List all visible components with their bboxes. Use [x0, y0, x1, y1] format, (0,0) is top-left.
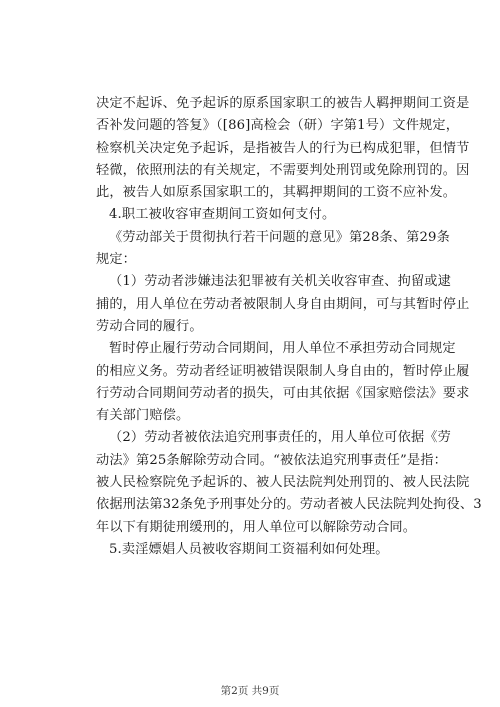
text-line: 此，被告人如原系国家职工的，其羁押期间的工资不应补发。 [96, 185, 457, 201]
text-line: 规定： [96, 252, 137, 268]
text-line: 依据刑法第32条免予刑事处分的。劳动者被人民法院判处拘役、3 [96, 497, 482, 513]
page-footer: 第2页 共9页 [220, 685, 280, 697]
text-line: 否补发问题的答复》（[86]高检会（研）字第1号）文件规定， [96, 118, 460, 134]
text-line: （2）劳动者被依法追究刑事责任的，用人单位可依据《劳 [109, 430, 451, 446]
text-line: 有关部门赔偿。 [96, 408, 190, 424]
section-heading: 4.职工被收容审查期间工资如何支付。 [109, 207, 336, 223]
text-line: 检察机关决定免予起诉，是指被告人的行为已构成犯罪，但情节 [96, 140, 470, 156]
text-line: 的相应义务。劳动者经证明被错误限制人身自由的，暂时停止履 [96, 363, 470, 379]
document-body [96, 93, 482, 561]
text-line: 捕的，用人单位在劳动者被限制人身自由期间，可与其暂时停止 [96, 296, 470, 312]
text-line: 《劳动部关于贯彻执行若干问题的意见》第28条、第29条 [109, 229, 450, 245]
text-line: 行劳动合同期间劳动者的损失，可由其依据《国家赔偿法》要求 [96, 385, 470, 401]
text-line: 暂时停止履行劳动合同期间，用人单位不承担劳动合同规定 [109, 341, 456, 357]
text-line: 动法》第25条解除劳动合同。“被依法追究刑事责任”是指： [96, 452, 447, 468]
text-line: 轻微，依照刑法的有关规定，不需要判处刑罚或免除刑罚的。因 [96, 162, 470, 178]
text-line: 决定不起诉、免予起诉的原系国家职工的被告人羁押期间工资是 [96, 96, 470, 111]
text-line: 年以下有期徒刑缓刑的，用人单位可以解除劳动合同。 [96, 519, 417, 535]
text-line: （1）劳动者涉嫌违法犯罪被有关机关收容审查、拘留或逮 [109, 274, 451, 290]
section-heading: 5.卖淫嫖娼人员被收容期间工资福利如何处理。 [109, 541, 389, 557]
text-line: 被人民检察院免予起诉的、被人民法院判处刑罚的、被人民法院 [96, 475, 470, 491]
text-line: 劳动合同的履行。 [96, 318, 203, 334]
